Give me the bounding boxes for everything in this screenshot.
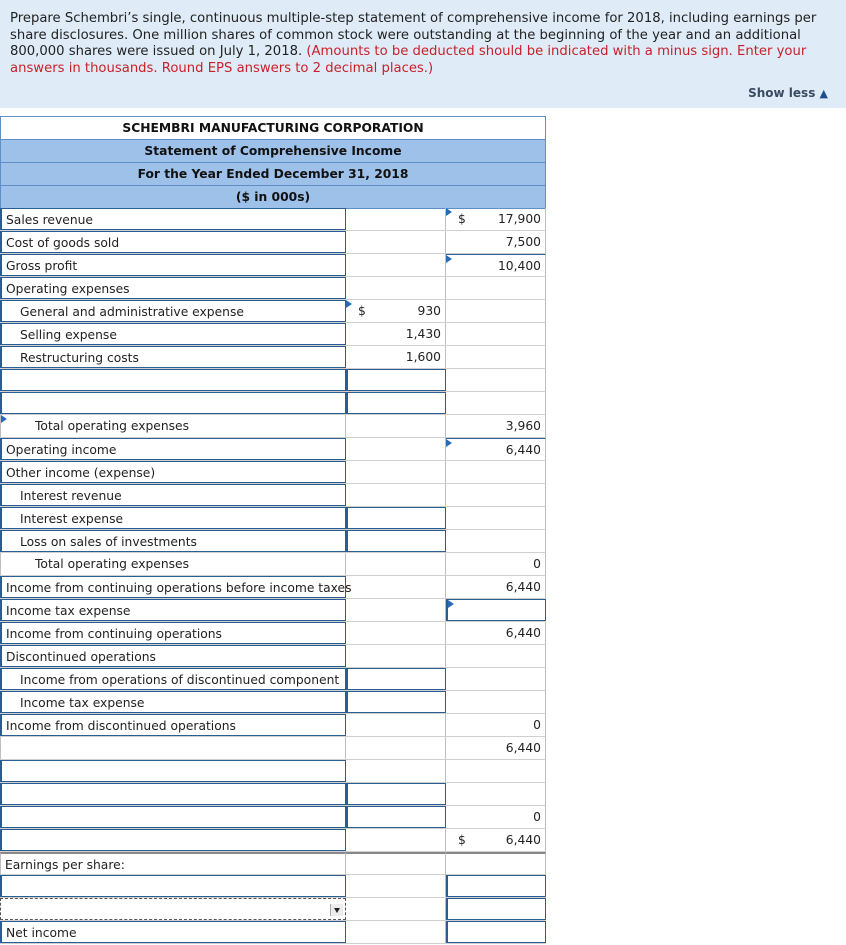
total-cell bbox=[446, 254, 546, 276]
total-cell bbox=[446, 277, 546, 299]
input-flag-icon bbox=[346, 300, 352, 308]
table-row bbox=[0, 691, 546, 714]
table-row bbox=[0, 921, 546, 944]
label-input[interactable]: Cost of goods sold bbox=[0, 231, 346, 253]
table-row bbox=[0, 346, 546, 369]
table-row bbox=[0, 530, 546, 553]
total-cell bbox=[446, 415, 546, 437]
instructions-note: (Amounts to be deducted should be indicated with a minus sign. Enter your answers in thousands. Round EPS answers to 2 decimal places.) bbox=[10, 44, 807, 76]
instructions-banner bbox=[0, 0, 846, 108]
table-row bbox=[0, 484, 546, 507]
amount-cell bbox=[346, 829, 446, 851]
table-row bbox=[0, 760, 546, 783]
total-cell bbox=[446, 530, 546, 552]
table-row bbox=[0, 254, 546, 277]
amount-value: 1,600 bbox=[405, 350, 441, 364]
label-input[interactable]: Income from discontinued operations bbox=[0, 714, 346, 736]
amount-input[interactable] bbox=[346, 392, 446, 414]
table-row bbox=[0, 898, 546, 921]
total-cell bbox=[446, 346, 546, 368]
total-cell bbox=[446, 829, 546, 851]
label-input[interactable]: Loss on sales of investments bbox=[0, 530, 346, 552]
label-input[interactable] bbox=[0, 760, 346, 782]
amount-cell bbox=[346, 323, 446, 345]
statement-units: ($ in 000s) bbox=[0, 185, 546, 209]
amount-cell bbox=[346, 346, 446, 368]
label-input[interactable] bbox=[0, 783, 346, 805]
input-flag-icon bbox=[446, 208, 452, 216]
row-label: Total operating expenses bbox=[0, 415, 346, 437]
chevron-down-icon bbox=[330, 904, 343, 916]
label-input[interactable]: Discontinued operations bbox=[0, 645, 346, 667]
total-cell bbox=[446, 760, 546, 782]
amount-cell bbox=[346, 714, 446, 736]
label-input[interactable]: Operating expenses bbox=[0, 277, 346, 299]
table-row bbox=[0, 668, 546, 691]
input-flag-icon bbox=[448, 600, 454, 608]
table-row bbox=[0, 208, 546, 231]
total-cell bbox=[446, 806, 546, 828]
amount-cell bbox=[346, 576, 446, 598]
amount-input[interactable] bbox=[346, 507, 446, 529]
total-cell bbox=[446, 392, 546, 414]
company-name: SCHEMBRI MANUFACTURING CORPORATION bbox=[0, 116, 546, 140]
table-row bbox=[0, 576, 546, 599]
label-input[interactable] bbox=[0, 829, 346, 851]
total-cell bbox=[446, 369, 546, 391]
dollar-sign: $ bbox=[358, 304, 366, 318]
total-cell bbox=[446, 231, 546, 253]
label-input[interactable] bbox=[0, 369, 346, 391]
amount-input[interactable] bbox=[346, 668, 446, 690]
label-input[interactable]: Income tax expense bbox=[0, 599, 346, 621]
table-row bbox=[0, 277, 546, 300]
total-cell bbox=[446, 438, 546, 460]
label-input[interactable] bbox=[0, 806, 346, 828]
label-input[interactable]: Gross profit bbox=[0, 254, 346, 276]
table-row bbox=[0, 599, 546, 622]
amount-cell bbox=[346, 737, 446, 759]
input-flag-icon bbox=[1, 415, 7, 423]
label-input[interactable]: Income from operations of discontinued component bbox=[0, 668, 346, 690]
amount-cell bbox=[346, 231, 446, 253]
table-row bbox=[0, 783, 546, 806]
label-input[interactable]: Interest revenue bbox=[0, 484, 346, 506]
amount-value: 0 bbox=[533, 557, 541, 571]
table-row bbox=[0, 415, 546, 438]
amount-cell bbox=[346, 875, 446, 897]
total-cell bbox=[446, 783, 546, 805]
table-row bbox=[0, 829, 546, 852]
amount-cell bbox=[346, 300, 446, 322]
amount-value: 6,440 bbox=[505, 443, 541, 457]
row-label: Total operating expenses bbox=[0, 553, 346, 575]
label-input[interactable]: Restructuring costs bbox=[0, 346, 346, 368]
amount-cell bbox=[346, 852, 446, 875]
label-input[interactable]: Interest expense bbox=[0, 507, 346, 529]
total-cell bbox=[446, 576, 546, 598]
amount-value: 0 bbox=[533, 718, 541, 732]
amount-cell bbox=[346, 461, 446, 483]
amount-input[interactable] bbox=[446, 875, 546, 897]
table-row bbox=[0, 714, 546, 737]
eps-label-dropdown[interactable] bbox=[0, 898, 346, 920]
total-cell bbox=[446, 622, 546, 644]
amount-input[interactable] bbox=[446, 921, 546, 943]
total-cell bbox=[446, 484, 546, 506]
label-input[interactable]: General and administrative expense bbox=[0, 300, 346, 322]
table-row bbox=[0, 852, 546, 875]
label-input[interactable]: Other income (expense) bbox=[0, 461, 346, 483]
total-cell bbox=[446, 461, 546, 483]
total-cell bbox=[446, 645, 546, 667]
amount-value: 930 bbox=[417, 304, 441, 318]
table-row bbox=[0, 507, 546, 530]
amount-input[interactable] bbox=[346, 691, 446, 713]
amount-cell bbox=[346, 645, 446, 667]
label-input[interactable]: Income from continuing operations bbox=[0, 622, 346, 644]
amount-value: 6,440 bbox=[505, 833, 541, 847]
total-cell bbox=[446, 737, 546, 759]
amount-value: 1,430 bbox=[405, 327, 441, 341]
label-input[interactable]: Operating income bbox=[0, 438, 346, 460]
table-row bbox=[0, 737, 546, 760]
amount-cell bbox=[346, 484, 446, 506]
table-row bbox=[0, 392, 546, 415]
amount-cell bbox=[346, 208, 446, 230]
amount-input[interactable] bbox=[346, 806, 446, 828]
amount-cell bbox=[346, 622, 446, 644]
table-row bbox=[0, 806, 546, 829]
table-row bbox=[0, 369, 546, 392]
amount-value: 6,440 bbox=[505, 580, 541, 594]
table-row bbox=[0, 622, 546, 645]
amount-cell bbox=[346, 277, 446, 299]
table-row bbox=[0, 875, 546, 898]
amount-cell bbox=[346, 438, 446, 460]
amount-value: 10,400 bbox=[497, 259, 541, 273]
income-statement-table bbox=[0, 116, 546, 942]
amount-value: 3,960 bbox=[505, 419, 541, 433]
amount-cell bbox=[346, 553, 446, 575]
amount-input[interactable] bbox=[446, 898, 546, 920]
label-input[interactable] bbox=[0, 875, 346, 897]
table-row bbox=[0, 231, 546, 254]
row-label bbox=[0, 737, 346, 759]
amount-input[interactable] bbox=[346, 369, 446, 391]
total-cell bbox=[446, 691, 546, 713]
label-input[interactable]: Income from continuing operations before income taxes bbox=[0, 576, 346, 598]
amount-value: 6,440 bbox=[505, 741, 541, 755]
amount-cell bbox=[346, 760, 446, 782]
eps-heading: Earnings per share: bbox=[0, 852, 346, 875]
amount-value: 6,440 bbox=[505, 626, 541, 640]
dollar-sign: $ bbox=[458, 212, 466, 226]
instructions-text: Prepare Schembri’s single, continuous multiple-step statement of comprehensive income for 2018, including earnings per share disclosures. One million shares of common stock were outstanding at the beginning of the year and an additional 800,000 shares were issued on July 1, 2018. (Amounts to be deducted should be indicated with a minus sign. Enter your answers in thousands. Round EPS answers to 2 decimal places.) bbox=[10, 11, 817, 76]
amount-value: 17,900 bbox=[497, 212, 541, 226]
amount-input[interactable] bbox=[346, 530, 446, 552]
dollar-sign: $ bbox=[458, 833, 466, 847]
total-cell bbox=[446, 668, 546, 690]
amount-cell bbox=[346, 921, 446, 943]
label-input[interactable] bbox=[0, 392, 346, 414]
amount-cell bbox=[346, 898, 446, 920]
total-cell bbox=[446, 553, 546, 575]
show-less-link[interactable]: Show less ▲ bbox=[748, 86, 828, 100]
table-row bbox=[0, 461, 546, 484]
amount-value: 0 bbox=[533, 810, 541, 824]
table-row bbox=[0, 645, 546, 668]
total-cell bbox=[446, 300, 546, 322]
label-input[interactable]: Selling expense bbox=[0, 323, 346, 345]
statement-period: For the Year Ended December 31, 2018 bbox=[0, 162, 546, 186]
total-cell bbox=[446, 208, 546, 230]
table-row bbox=[0, 323, 546, 346]
total-cell bbox=[446, 507, 546, 529]
statement-title: Statement of Comprehensive Income bbox=[0, 139, 546, 163]
amount-cell bbox=[346, 254, 446, 276]
total-cell bbox=[446, 323, 546, 345]
amount-cell bbox=[346, 415, 446, 437]
label-input[interactable]: Sales revenue bbox=[0, 208, 346, 230]
total-cell bbox=[446, 714, 546, 736]
table-row bbox=[0, 300, 546, 323]
input-flag-icon bbox=[446, 255, 452, 263]
amount-value: 7,500 bbox=[505, 235, 541, 249]
label-input[interactable]: Income tax expense bbox=[0, 691, 346, 713]
table-row bbox=[0, 438, 546, 461]
amount-input[interactable] bbox=[346, 783, 446, 805]
total-cell bbox=[446, 852, 546, 875]
triangle-up-icon: ▲ bbox=[819, 87, 828, 100]
label-input[interactable]: Net income bbox=[0, 921, 346, 943]
amount-input[interactable] bbox=[446, 599, 546, 621]
table-row bbox=[0, 553, 546, 576]
amount-cell bbox=[346, 599, 446, 621]
input-flag-icon bbox=[446, 439, 452, 447]
